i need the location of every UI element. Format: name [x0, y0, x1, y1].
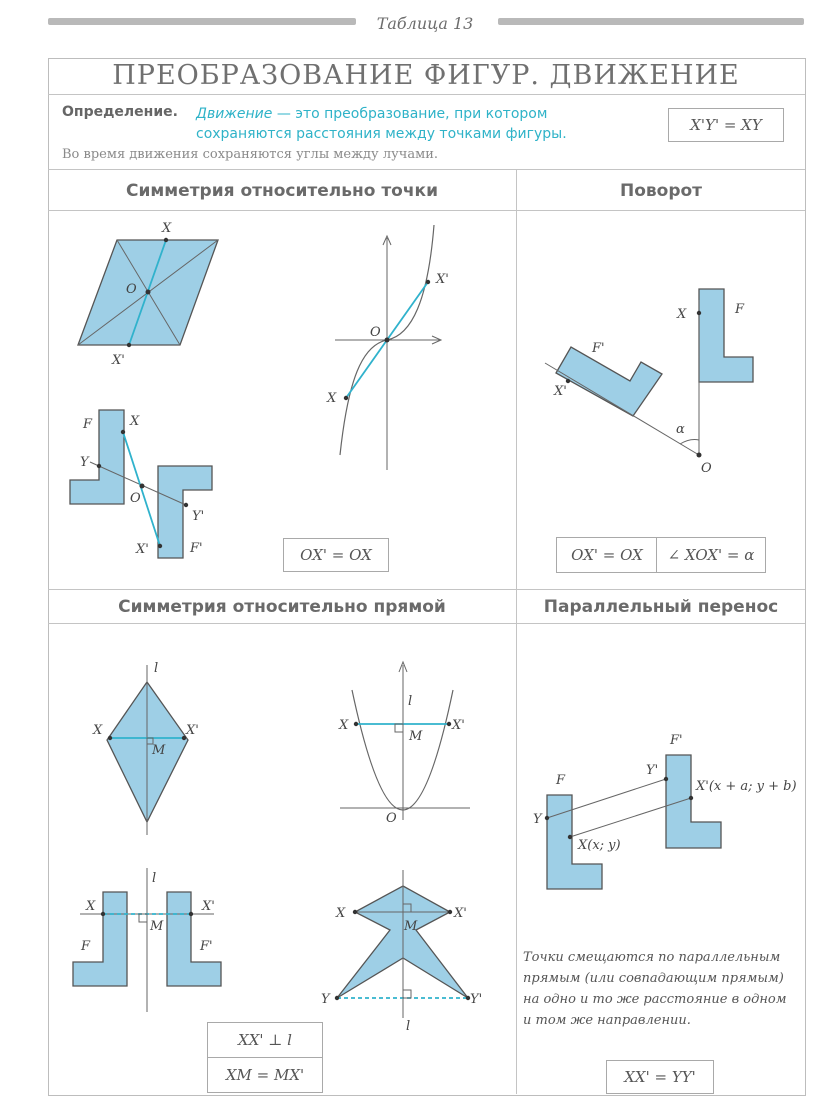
label-x: X	[162, 221, 172, 236]
label-f: F	[735, 302, 745, 317]
label-y-prime: Y'	[646, 763, 659, 778]
label-l: l	[154, 661, 159, 676]
rhombus-figure	[92, 661, 199, 835]
label-x-prime: X'	[554, 384, 567, 399]
label-f: F	[83, 417, 93, 432]
rotation-figure	[545, 289, 753, 476]
label-x-prime: X'	[202, 899, 215, 914]
label-f: F	[81, 939, 91, 954]
parallelogram-figure	[78, 221, 218, 368]
section-title-point-symmetry: Симметрия относительно точки	[125, 181, 438, 201]
definition-label: Определение.	[62, 104, 178, 120]
label-l: l	[152, 871, 157, 886]
label-alpha: α	[676, 422, 685, 437]
label-y-prime: Y'	[470, 992, 483, 1007]
definition-note: Во время движения сохраняются углы между лучами.	[62, 147, 439, 162]
label-f: F	[556, 773, 566, 788]
label-m: M	[152, 743, 166, 758]
label-m: M	[150, 919, 164, 934]
label-y-prime: Y'	[192, 509, 205, 524]
label-x-prime: X'	[454, 906, 467, 921]
translation-description: Точки смещаются по параллельным прямым (или совпадающим прямым) на одно и то же расстояние в одном и том же направлении.	[523, 950, 787, 1028]
l-shapes-line-symmetry	[73, 868, 221, 1012]
table-label: Таблица 13	[376, 14, 474, 33]
formula-rotation-distance: OX' = OX	[556, 537, 658, 573]
definition-formula: X'Y' = XY	[668, 108, 784, 142]
label-x: X	[677, 307, 687, 322]
label-x-coords: X(x; y)	[578, 838, 621, 853]
label-o: O	[701, 461, 712, 476]
label-f-prime: F'	[592, 341, 605, 356]
label-x-prime: X'	[436, 272, 449, 287]
formula-line-equal: XM = MX'	[207, 1057, 323, 1093]
label-y: Y	[80, 455, 89, 470]
label-f-prime: F'	[200, 939, 213, 954]
label-l: l	[408, 694, 413, 709]
label-x: X	[86, 899, 96, 914]
label-o: O	[126, 282, 137, 297]
label-x: X	[327, 391, 337, 406]
parabola-figure	[338, 662, 470, 826]
cubic-curve-figure	[326, 225, 449, 470]
section-title-translation: Параллельный перенос	[543, 597, 779, 617]
label-x-prime: X'	[186, 723, 199, 738]
formula-translation: XX' = YY'	[606, 1060, 714, 1094]
section-title-line-symmetry: Симметрия относительно прямой	[118, 597, 446, 617]
formula-point-symmetry: OX' = OX	[283, 538, 389, 572]
label-y: Y	[321, 992, 330, 1007]
label-o: O	[130, 491, 141, 506]
label-x: X	[93, 723, 103, 738]
label-x-prime: X'	[452, 718, 465, 733]
label-l: l	[406, 1019, 411, 1034]
formula-rotation-angle: ∠ XOX' = α	[656, 537, 766, 573]
formula-line-perpendicular: XX' ⊥ l	[207, 1022, 323, 1058]
label-x: X	[130, 414, 140, 429]
label-o: O	[386, 811, 397, 826]
translation-figure	[533, 733, 797, 889]
label-x-prime: X'	[112, 353, 125, 368]
label-o: O	[370, 325, 381, 340]
label-x: X	[339, 718, 349, 733]
label-x: X	[336, 906, 346, 921]
label-x-prime: X'	[136, 542, 149, 557]
star-figure	[321, 870, 482, 1034]
label-m: M	[404, 919, 418, 934]
label-y: Y	[533, 812, 542, 827]
l-shapes-point-symmetry	[70, 410, 212, 558]
definition-term: Движение	[196, 106, 273, 122]
label-x-prime-coords: X'(x + a; y + b)	[696, 779, 797, 794]
definition-body: — это преобразование, при котором сохраняются расстояния между точками фигуры.	[196, 106, 567, 142]
label-m: M	[409, 729, 423, 744]
label-f-prime: F'	[670, 733, 683, 748]
section-title-rotation: Поворот	[619, 181, 703, 201]
label-f-prime: F'	[190, 541, 203, 556]
page-title: ПРЕОБРАЗОВАНИЕ ФИГУР. ДВИЖЕНИЕ	[112, 60, 740, 91]
